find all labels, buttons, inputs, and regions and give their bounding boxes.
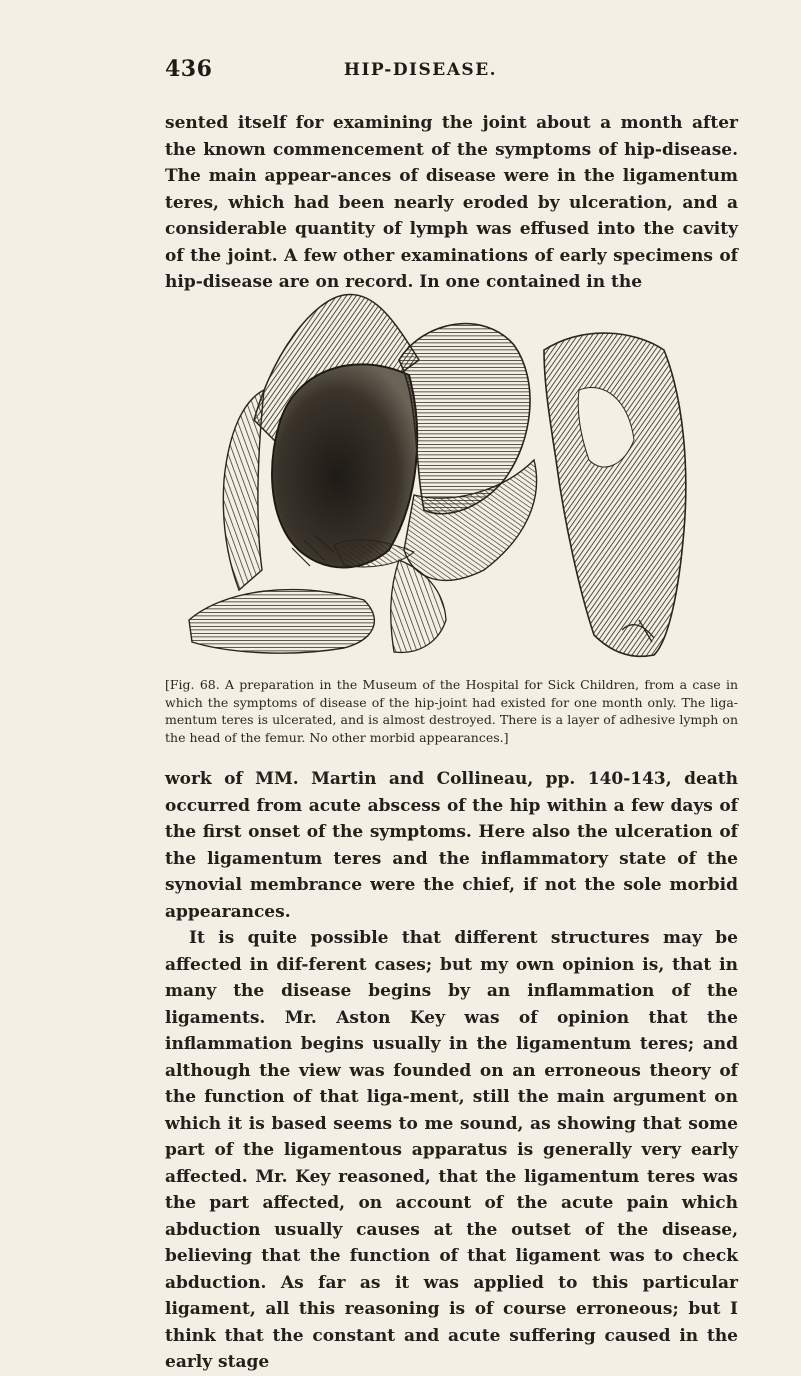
hip-joint-engraving <box>184 290 704 666</box>
ischium-lower <box>189 590 374 654</box>
greater-trochanter <box>544 333 686 656</box>
acetabulum-cavity <box>272 364 417 567</box>
figure-caption <box>165 676 738 746</box>
paragraph-1: work of MM. Martin and Collineau, pp. 140-143, death occurred from acute abscess of the hip within a few days of the first onset of the symptoms. Here also the ulceration of the ligamentum teres and the inflammatory state of the synovial membrance were the chief, if not the sole morbid appearances. <box>165 769 738 922</box>
caption-text: [Fig. 68. A preparation in the Museum of the Hospital for Sick Children, from a case in which the symptoms of disease of the hip-joint had existed for one month only. The liga-mentum teres is ulcerated, and is almost destroyed. There is a layer of adhesive lymph on the head of the femur. No other morbid appearances.] <box>165 677 738 745</box>
paragraph-2: It is quite possible that different structures may be affected in dif-ferent cases; but my own opinion is, that in many the disease begins by an inflammation of the ligaments. Mr. Aston Key was of opinion that the inflammation begins usually in the ligamentum teres; and although the view was founded on an erroneous theory of the function of that liga-ment, still the main argument on which it is based seems to me sound, as showing that some part of the ligamentous apparatus is generally very early affected. Mr. Key reasoned, that the ligamentum teres was the part affected, on account of the acute pain which abduction usually causes at the outset of the disease, believing that the function of that ligament was to check abduction. As far as it was applied to this particular ligament, all this reasoning is of course erroneous; but I think that the constant and acute suffering caused in the early stage <box>165 928 738 1372</box>
pelvis-left-rim <box>223 390 264 590</box>
text-block-top <box>165 110 738 296</box>
page-number: 436 <box>165 56 213 82</box>
running-head: HIP-DISEASE. <box>343 60 498 80</box>
figure-hip-joint-illustration <box>184 290 704 666</box>
text-block-bottom <box>165 766 738 1376</box>
paragraph-top: sented itself for examining the joint about a month after the known commencement of the symptoms of hip-disease. The main appear-ances of disease were in the ligamentum teres, which had been nearly eroded by ulceration, and a considerable quantity of lymph was effused into the cavity of the joint. A few other examinations of early specimens of hip-disease are on record. In one contained in the <box>165 113 738 292</box>
